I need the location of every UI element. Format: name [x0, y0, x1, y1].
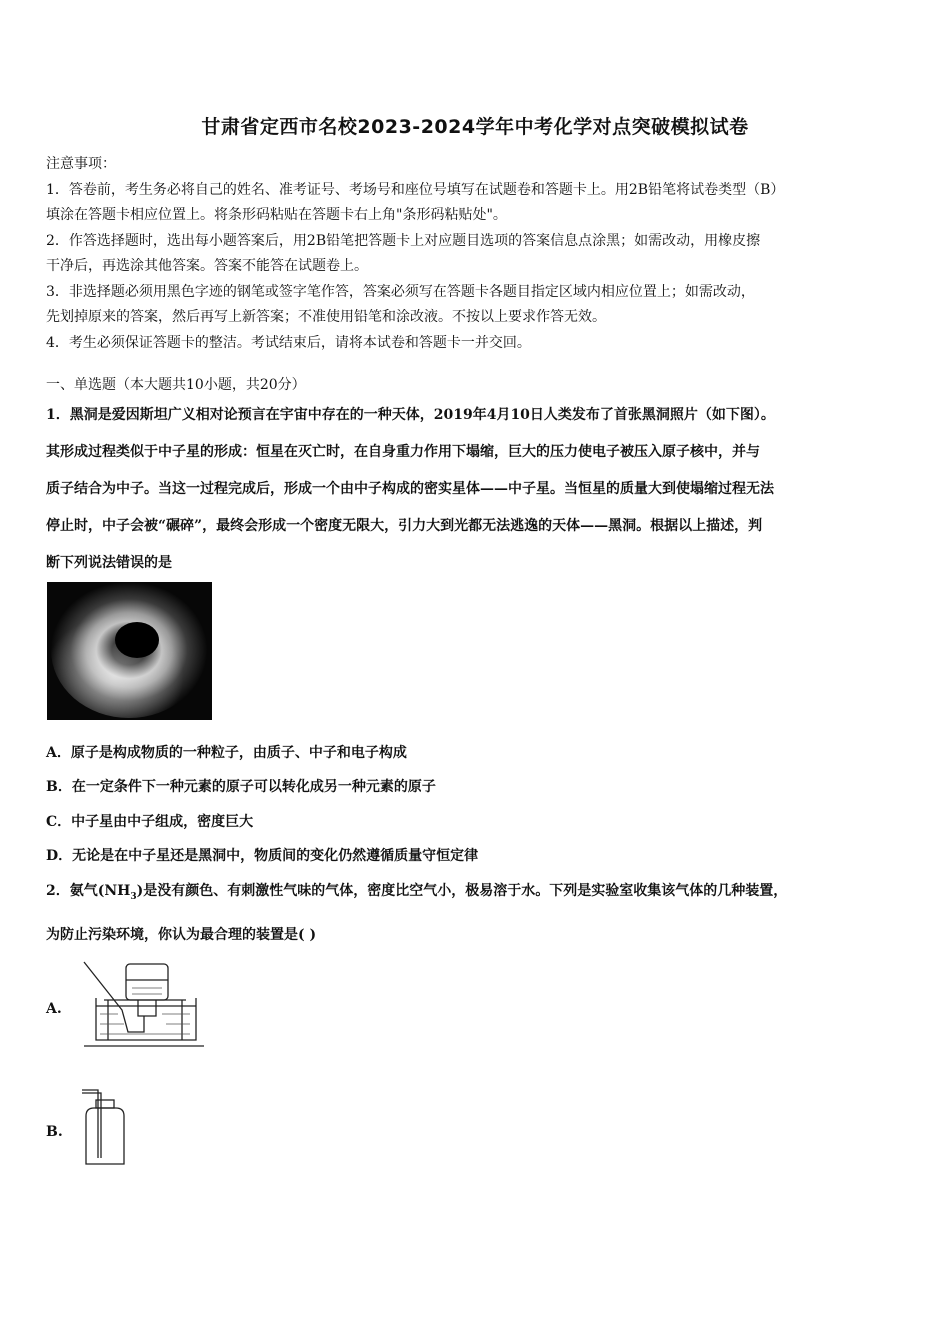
- apparatus-a-water-trough-drawing: [78, 958, 208, 1050]
- q1-line-2: 其形成过程类似于中子星的形成：恒星在灭亡时，在自身重力作用下塌缩，巨大的压力使电子被压入原子核中，并与: [46, 444, 760, 460]
- q1-line-5: 断下列说法错误的是: [46, 555, 172, 571]
- q2-line-1-pre: 2．氨气(NH: [46, 883, 131, 899]
- q2-line-2: 为防止污染环境，你认为最合理的装置是( ): [46, 926, 317, 943]
- notice-item-4: 4．考生必须保证答题卡的整洁。考试结束后，请将本试卷和答题卡一并交回。: [46, 334, 531, 351]
- q1-line-1: 1．黑洞是爱因斯坦广义相对论预言在宇宙中存在的一种天体，2019年4月10日人类发布了首张黑洞照片（如下图）。: [46, 407, 775, 423]
- q2-line-1-sub: 3: [130, 891, 137, 902]
- apparatus-b-gas-bottle-drawing: [78, 1086, 132, 1170]
- q2-line-1-post: )是没有颜色、有刺激性气味的气体，密度比空气小，极易溶于水。下列是实验室收集该气体的几种装置，: [136, 883, 788, 899]
- black-hole-image: [47, 582, 212, 720]
- notice-block: [46, 152, 906, 356]
- q1-line-4: 停止时，中子会被“碾碎”，最终会形成一个密度无限大，引力大到光都无法逃逸的天体——黑洞。根据以上描述，判: [46, 518, 763, 534]
- notice-item-1-line-1: 1．答卷前，考生务必将自己的姓名、准考证号、考场号和座位号填写在试题卷和答题卡上。用2B铅笔将试卷类型（B）: [46, 181, 785, 198]
- notice-item-3-line-1: 3．非选择题必须用黑色字迹的钢笔或签字笔作答，答案必须写在答题卡各题目指定区域内相应位置上；如需改动，: [46, 283, 755, 300]
- q2-line-1: [46, 872, 908, 916]
- q1-line-3: 质子结合为中子。当这一过程完成后，形成一个由中子构成的密实星体——中子星。当恒星的质量大到使塌缩过程无法: [46, 481, 774, 497]
- notice-heading: 注意事项：: [46, 156, 116, 172]
- page-title: 甘肃省定西市名校2023-2024学年中考化学对点突破模拟试卷: [201, 116, 749, 138]
- q2-option-a-label[interactable]: A.: [46, 1001, 62, 1017]
- notice-item-2-line-2: 干净后，再选涂其他答案。答案不能答在试题卷上。: [46, 258, 368, 274]
- notice-item-1-line-2: 填涂在答题卡相应位置上。将条形码粘贴在答题卡右上角"条形码粘贴处"。: [46, 207, 507, 223]
- notice-item-3-line-2: 先划掉原来的答案，然后再写上新答案；不准使用铅笔和涂改液。不按以上要求作答无效。: [46, 309, 606, 325]
- q1-option-a[interactable]: A．原子是构成物质的一种粒子，由质子、中子和电子构成: [46, 745, 407, 761]
- q2-option-b-label[interactable]: B.: [46, 1124, 63, 1140]
- q1-option-c[interactable]: C．中子星由中子组成，密度巨大: [46, 814, 254, 830]
- section-heading: 一、单选题（本大题共10小题，共20分）: [46, 377, 306, 393]
- q1-option-d[interactable]: D．无论是在中子星还是黑洞中，物质间的变化仍然遵循质量守恒定律: [46, 848, 479, 864]
- q1-option-b[interactable]: B．在一定条件下一种元素的原子可以转化成另一种元素的原子: [46, 779, 436, 795]
- question-2-stem: [46, 872, 908, 954]
- notice-item-2-line-1: 2．作答选择题时，选出每小题答案后，用2B铅笔把答题卡上对应题目选项的答案信息点涂黑；如需改动，用橡皮擦: [46, 232, 761, 249]
- question-1-stem: [46, 397, 908, 582]
